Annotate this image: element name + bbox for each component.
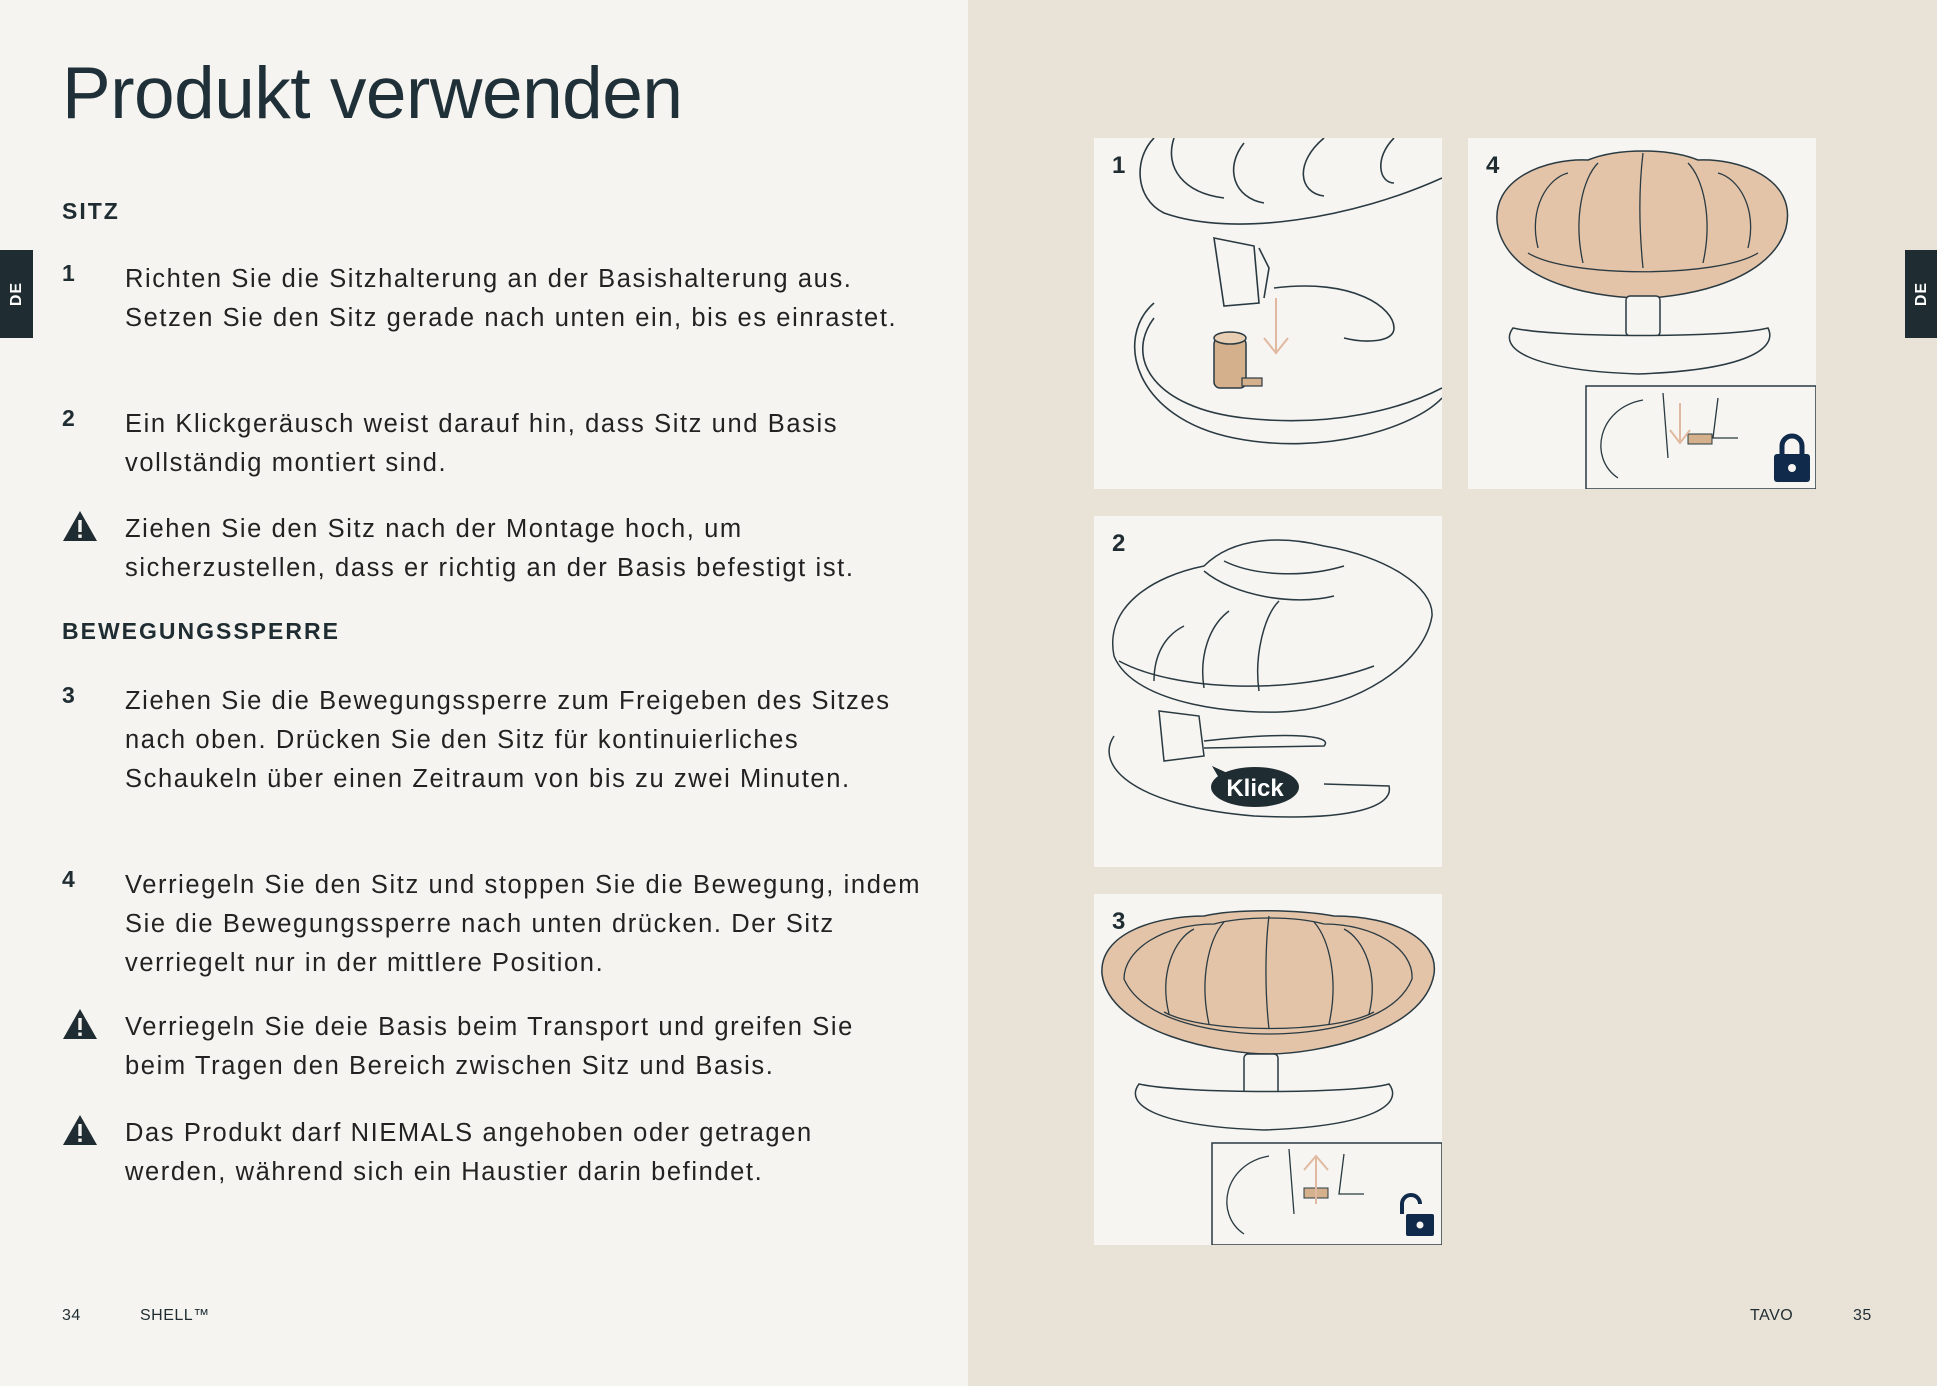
brand-left: SHELL™ [140, 1307, 210, 1324]
brand-right: TAVO [1750, 1307, 1794, 1324]
section-heading-sitz: SITZ [62, 198, 120, 224]
page-number-right: 35 [1853, 1307, 1872, 1324]
figure-4 [1468, 138, 1816, 489]
seat-locked-illustration [1468, 138, 1816, 489]
warning-icon [62, 510, 98, 542]
figure-number: 4 [1486, 152, 1500, 179]
shell-seat [1497, 151, 1788, 298]
language-tab-left [0, 250, 33, 338]
warning-text: Ziehen Sie den Sitz nach der Montage hoch, um sicherzustellen, dass er richtig an der Basis befestigt ist. [125, 515, 855, 582]
seat-unlocked-illustration [1094, 894, 1442, 1245]
warning-icon [62, 1008, 98, 1040]
step-text: Richten Sie die Sitzhalterung an der Basishalterung aus. Setzen Sie den Sitz gerade nach unten ein, bis es einrastet. [125, 265, 898, 332]
shell-seat [1102, 911, 1434, 1054]
figure-3 [1094, 894, 1442, 1245]
page-title: Produkt verwenden [62, 53, 683, 134]
page-number-left: 34 [62, 1307, 81, 1324]
step-text: Verriegeln Sie den Sitz und stoppen Sie die Bewegung, indem Sie die Bewegungssperre nach unten drücken. Der Sitz verriegelt nur in der mittlere Position. [125, 871, 922, 977]
figure-number: 1 [1112, 152, 1126, 179]
arrow-down-icon [1264, 298, 1288, 353]
step-number: 2 [62, 405, 75, 431]
language-tab-right [1905, 250, 1937, 338]
figure-2 [1094, 516, 1442, 867]
warning-text: Verriegeln Sie deie Basis beim Transport und greifen Sie beim Tragen den Bereich zwischen Sitz und Basis. [125, 1013, 854, 1080]
step-number: 3 [62, 682, 75, 708]
section-heading-bewegungssperre: BEWEGUNGSSPERRE [62, 618, 340, 644]
language-tab-label: DE [1912, 281, 1930, 307]
language-tab-label: DE [7, 281, 25, 307]
step-number: 1 [62, 260, 75, 286]
seat-insertion-illustration [1094, 138, 1442, 489]
click-callout [1211, 766, 1299, 807]
step-number: 4 [62, 866, 75, 892]
warning-icon [62, 1114, 98, 1146]
left-page [0, 0, 968, 1386]
figure-number: 3 [1112, 908, 1126, 935]
seat-click-illustration [1094, 516, 1442, 867]
warning-text: Das Produkt darf NIEMALS angehoben oder getragen werden, während sich ein Haustier darin befindet. [125, 1119, 813, 1186]
step-text: Ziehen Sie die Bewegungssperre zum Freigeben des Sitzes nach oben. Drücken Sie den Sitz für kontinuierliches Schaukeln über einen Zeitraum von bis zu zwei Minuten. [125, 687, 891, 793]
step-text: Ein Klickgeräusch weist darauf hin, dass Sitz und Basis vollständig montiert sind. [125, 410, 839, 477]
figure-number: 2 [1112, 530, 1126, 557]
right-page [968, 0, 1937, 1386]
connector-part [1214, 332, 1262, 388]
figure-1 [1094, 138, 1442, 489]
click-callout-label: Klick [1226, 775, 1284, 802]
